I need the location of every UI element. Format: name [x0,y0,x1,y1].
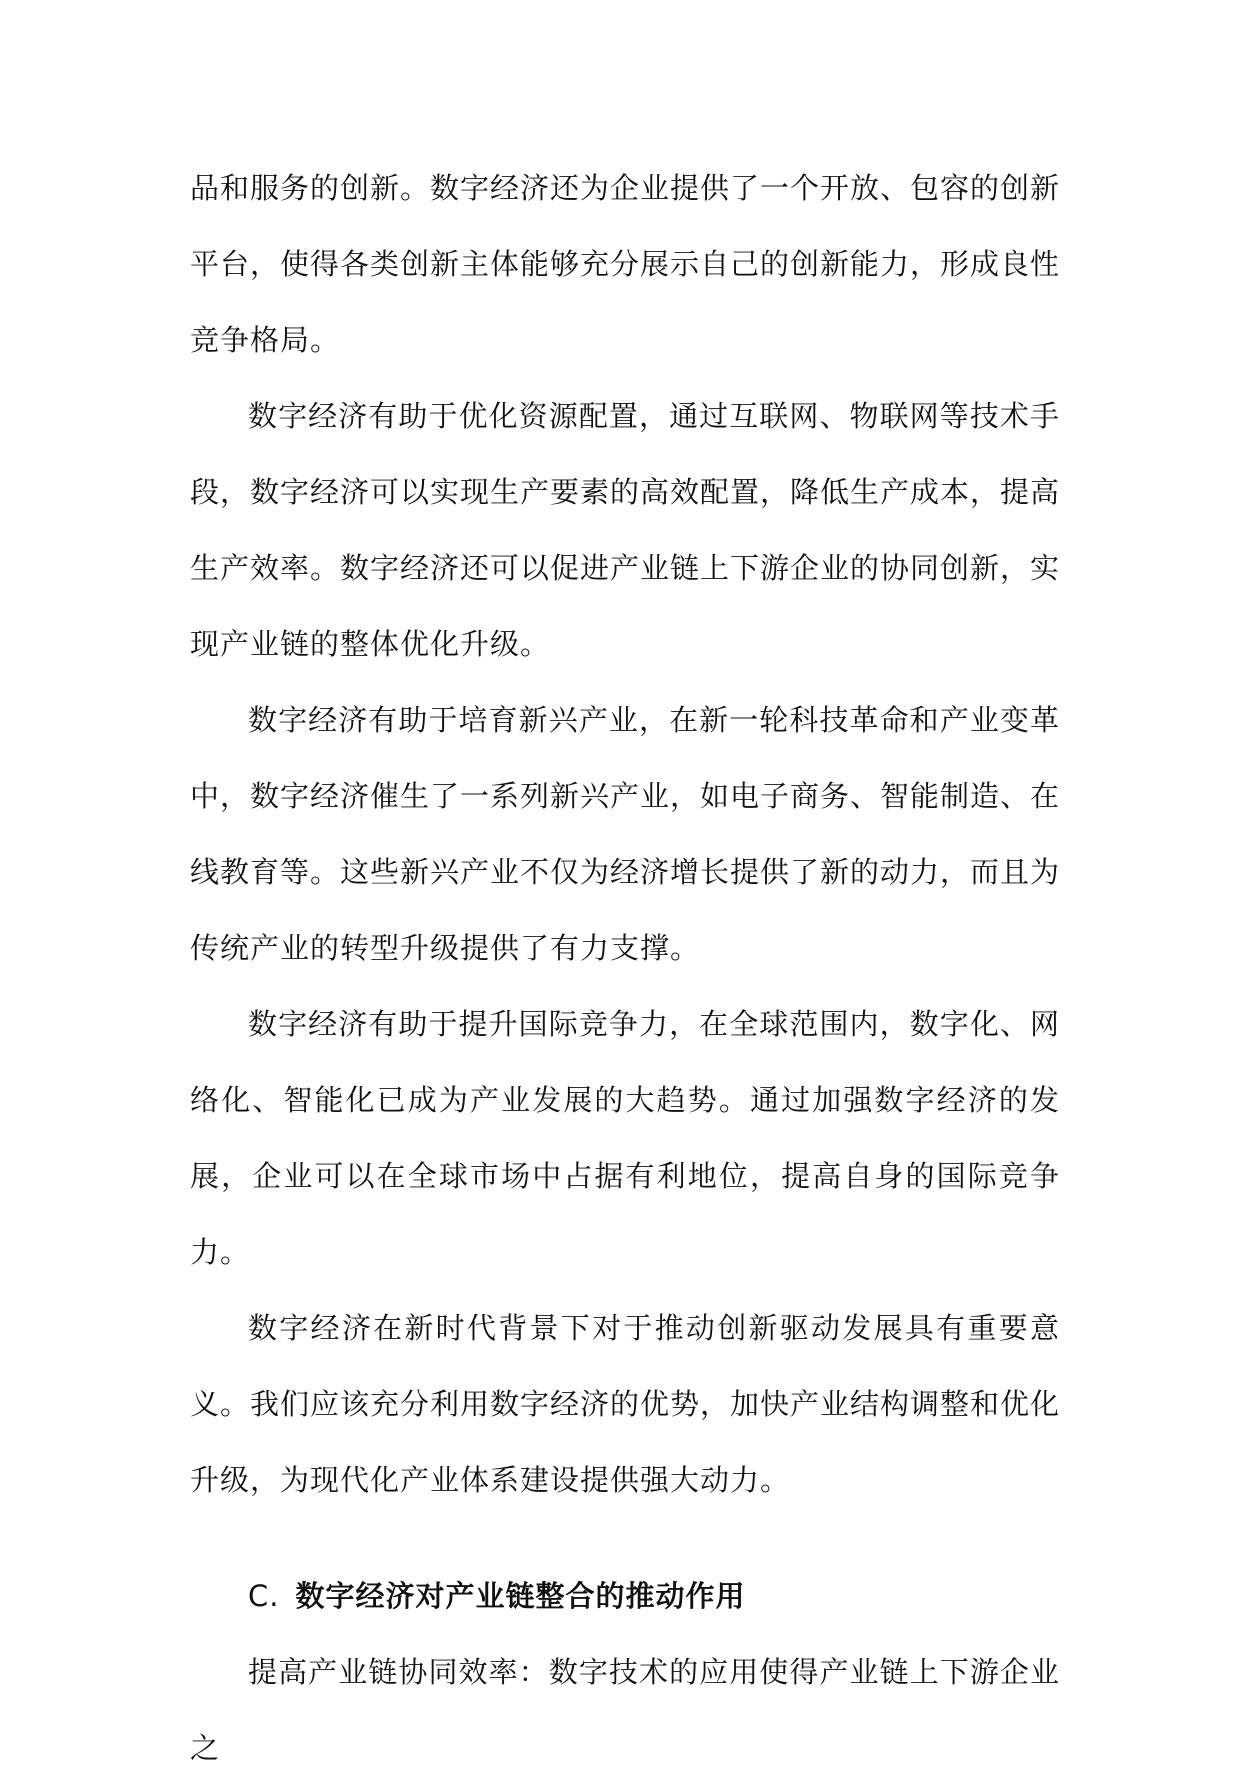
section-heading [190,1558,1060,1634]
document-body [190,150,1060,1786]
section-heading-title: 数字经济对产业链整合的推动作用 [295,1579,746,1613]
paragraph-continuation: 品和服务的创新。数字经济还为企业提供了一个开放、包容的创新平台，使得各类创新主体能够充分展示自己的创新能力，形成良性竞争格局。 [190,171,1061,357]
paragraph-emerging-industries: 数字经济有助于培育新兴产业，在新一轮科技革命和产业变革中，数字经济催生了一系列新兴产业，如电子商务、智能制造、在线教育等。这些新兴产业不仅为经济增长提供了新的动力，而且为传统产业的转型升级提供了有力支撑。 [190,703,1061,965]
paragraph-conclusion: 数字经济在新时代背景下对于推动创新驱动发展具有重要意义。我们应该充分利用数字经济的优势，加快产业结构调整和优化升级，为现代化产业体系建设提供强大动力。 [190,1311,1061,1497]
paragraph-resource-allocation: 数字经济有助于优化资源配置，通过互联网、物联网等技术手段，数字经济可以实现生产要素的高效配置，降低生产成本，提高生产效率。数字经济还可以促进产业链上下游企业的协同创新，实现产业链的整体优化升级。 [190,399,1061,661]
section-heading-marker: C. [248,1579,280,1613]
paragraph-chain-efficiency: 提高产业链协同效率：数字技术的应用使得产业链上下游企业之 [190,1655,1060,1765]
paragraph-international-competitiveness: 数字经济有助于提升国际竞争力，在全球范围内，数字化、网络化、智能化已成为产业发展的大趋势。通过加强数字经济的发展，企业可以在全球市场中占据有利地位，提高自身的国际竞争力。 [190,1007,1060,1269]
